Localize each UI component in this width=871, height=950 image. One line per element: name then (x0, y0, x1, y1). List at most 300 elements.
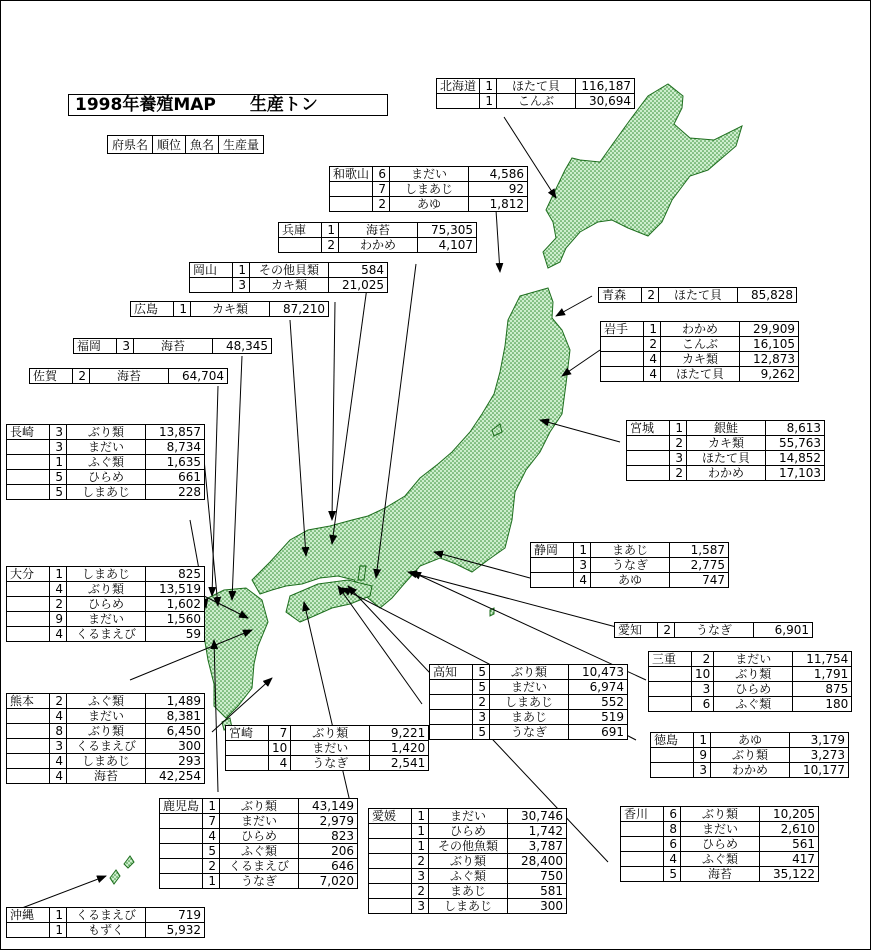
prefecture-name: 岩手 (601, 322, 644, 337)
fish-name-cell: ほたて貝 (659, 288, 738, 303)
table-row (437, 94, 635, 109)
rank-cell: 3 (233, 278, 250, 293)
prefecture-name (430, 680, 473, 695)
fish-name-cell: うなぎ (220, 874, 299, 889)
header-fish: 魚名 (186, 136, 219, 154)
prefecture-name (430, 710, 473, 725)
rank-cell: 4 (50, 582, 67, 597)
fish-name-cell: ふぐ類 (714, 697, 793, 712)
prefecture-name (7, 923, 50, 938)
table-row (531, 573, 729, 588)
island-okinawa-1 (110, 870, 120, 884)
rank-cell: 10 (269, 741, 291, 756)
rank-cell: 5 (50, 470, 67, 485)
fish-name-cell: 銀鮭 (687, 421, 766, 436)
table-row (621, 822, 819, 837)
fish-name-cell: くるまえび (67, 908, 146, 923)
prefecture-name: 愛媛 (369, 809, 412, 824)
production-value-cell: 180 (793, 697, 852, 712)
fish-name-cell: ぶり類 (67, 582, 146, 597)
legend-header (107, 135, 264, 154)
table-row (430, 725, 628, 740)
rank-cell: 4 (644, 352, 661, 367)
table-row (430, 695, 628, 710)
table-row (160, 844, 358, 859)
prefecture-name (627, 436, 670, 451)
fish-name-cell: こんぶ (661, 337, 740, 352)
rank-cell: 3 (473, 710, 490, 725)
header-prefecture: 府県名 (108, 136, 153, 154)
production-value-cell: 3,179 (790, 733, 849, 748)
prefecture-name (621, 837, 664, 852)
production-value-cell: 206 (299, 844, 358, 859)
prefecture-table (6, 424, 205, 500)
fish-name-cell: まだい (291, 741, 370, 756)
rank-cell: 9 (50, 612, 67, 627)
production-value-cell: 42,254 (146, 769, 205, 784)
table-row (190, 263, 388, 278)
production-value-cell: 293 (146, 754, 205, 769)
production-value-cell: 30,746 (508, 809, 567, 824)
production-value-cell: 1,812 (469, 197, 528, 212)
table-row (651, 733, 849, 748)
rank-cell: 6 (692, 697, 714, 712)
map-title: 1998年養殖MAP 生産トン (68, 94, 388, 116)
table-row (279, 223, 477, 238)
prefecture-table (6, 566, 205, 642)
rank-cell: 6 (664, 807, 681, 822)
table-row (649, 652, 852, 667)
prefecture-name (7, 612, 50, 627)
production-value-cell: 16,105 (740, 337, 799, 352)
prefecture-name (330, 197, 373, 212)
table-row (601, 367, 799, 382)
table-row (7, 739, 205, 754)
fish-name-cell: ぶり類 (681, 807, 760, 822)
table-row (430, 680, 628, 695)
fish-name-cell: カキ類 (661, 352, 740, 367)
prefecture-name (160, 844, 203, 859)
prefecture-table (530, 542, 729, 588)
prefecture-name (437, 94, 480, 109)
production-value-cell: 8,381 (146, 709, 205, 724)
production-value-cell: 1,587 (670, 543, 729, 558)
table-row (531, 558, 729, 573)
production-value-cell: 300 (146, 739, 205, 754)
fish-name-cell: しまあじ (67, 485, 146, 500)
rank-cell: 5 (664, 867, 681, 882)
prefecture-name: 高知 (430, 665, 473, 680)
production-value-cell: 1,742 (508, 824, 567, 839)
rank-cell: 1 (694, 733, 711, 748)
prefecture-table (159, 798, 358, 889)
production-value-cell: 228 (146, 485, 205, 500)
fish-name-cell: こんぶ (497, 94, 576, 109)
fish-name-cell: まだい (220, 814, 299, 829)
fish-name-cell: わかめ (339, 238, 418, 253)
prefecture-name: 鹿児島 (160, 799, 203, 814)
table-row (601, 337, 799, 352)
fish-name-cell: くるまえび (220, 859, 299, 874)
rank-cell: 1 (50, 455, 67, 470)
prefecture-name (649, 697, 692, 712)
rank-cell: 6 (664, 837, 681, 852)
fish-name-cell: あゆ (390, 197, 469, 212)
production-value-cell: 3,787 (508, 839, 567, 854)
fish-name-cell: ひらめ (714, 682, 793, 697)
rank-cell: 5 (473, 680, 490, 695)
rank-cell: 8 (50, 724, 67, 739)
production-value-cell: 35,122 (760, 867, 819, 882)
fish-name-cell: しまあじ (67, 567, 146, 582)
prefecture-name (369, 869, 412, 884)
fish-name-cell: カキ類 (191, 302, 270, 317)
rank-cell: 4 (269, 756, 291, 771)
production-value-cell: 75,305 (418, 223, 477, 238)
rank-cell: 3 (692, 682, 714, 697)
production-value-cell: 1,560 (146, 612, 205, 627)
production-value-cell: 13,857 (146, 425, 205, 440)
fish-name-cell: その他魚類 (429, 839, 508, 854)
fish-name-cell: まだい (681, 822, 760, 837)
production-value-cell: 7,020 (299, 874, 358, 889)
fish-name-cell: くるまえび (67, 739, 146, 754)
fish-name-cell: 海苔 (67, 769, 146, 784)
prefecture-table (626, 420, 825, 481)
fish-name-cell: うなぎ (591, 558, 670, 573)
fish-name-cell: まだい (429, 809, 508, 824)
rank-cell: 3 (694, 763, 711, 778)
production-value-cell: 661 (146, 470, 205, 485)
fish-name-cell: ひらめ (220, 829, 299, 844)
prefecture-table (620, 806, 819, 882)
prefecture-name (160, 814, 203, 829)
prefecture-name (7, 754, 50, 769)
production-value-cell: 10,473 (569, 665, 628, 680)
prefecture-name (7, 724, 50, 739)
fish-name-cell: ひらめ (67, 470, 146, 485)
table-row (621, 867, 819, 882)
production-value-cell: 11,754 (793, 652, 852, 667)
fish-name-cell: ほたて貝 (497, 79, 576, 94)
prefecture-name (160, 829, 203, 844)
table-row (131, 302, 329, 317)
production-value-cell: 1,602 (146, 597, 205, 612)
fish-name-cell: うなぎ (675, 623, 754, 638)
production-value-cell: 29,909 (740, 322, 799, 337)
fish-name-cell: ぶり類 (490, 665, 569, 680)
production-value-cell: 55,763 (766, 436, 825, 451)
fish-name-cell: くるまえび (67, 627, 146, 642)
prefecture-name (621, 852, 664, 867)
rank-cell: 3 (50, 425, 67, 440)
rank-cell: 1 (50, 567, 67, 582)
production-value-cell: 3,273 (790, 748, 849, 763)
rank-cell: 5 (50, 485, 67, 500)
rank-cell: 4 (50, 769, 67, 784)
prefecture-table (73, 338, 272, 354)
prefecture-table (598, 287, 797, 303)
prefecture-table (650, 732, 849, 778)
table-row (7, 440, 205, 455)
fish-name-cell: わかめ (661, 322, 740, 337)
fish-name-cell: ふぐ類 (67, 455, 146, 470)
rank-cell: 2 (322, 238, 339, 253)
prefecture-name (7, 470, 50, 485)
rank-cell: 1 (670, 421, 687, 436)
header-rank: 順位 (153, 136, 186, 154)
table-row (160, 799, 358, 814)
prefecture-name (369, 884, 412, 899)
rank-cell: 1 (203, 799, 220, 814)
prefecture-name (601, 337, 644, 352)
fish-name-cell: ぶり類 (711, 748, 790, 763)
rank-cell: 8 (664, 822, 681, 837)
fish-name-cell: しまあじ (67, 754, 146, 769)
prefecture-name: 宮崎 (226, 726, 269, 741)
prefecture-name: 三重 (649, 652, 692, 667)
prefecture-name (7, 485, 50, 500)
prefecture-name (160, 874, 203, 889)
fish-name-cell: あゆ (591, 573, 670, 588)
production-value-cell: 116,187 (576, 79, 635, 94)
rank-cell: 2 (658, 623, 675, 638)
production-value-cell: 10,205 (760, 807, 819, 822)
rank-cell: 3 (412, 869, 429, 884)
fish-name-cell: しまあじ (490, 695, 569, 710)
rank-cell: 7 (269, 726, 291, 741)
prefecture-name (627, 451, 670, 466)
production-value-cell: 875 (793, 682, 852, 697)
prefecture-name (7, 582, 50, 597)
prefecture-name (160, 859, 203, 874)
production-value-cell: 9,221 (370, 726, 429, 741)
rank-cell: 2 (412, 884, 429, 899)
fish-name-cell: もずく (67, 923, 146, 938)
prefecture-name (7, 455, 50, 470)
table-row (7, 627, 205, 642)
table-row (330, 197, 528, 212)
table-row (7, 709, 205, 724)
table-row (7, 908, 205, 923)
production-value-cell: 30,694 (576, 94, 635, 109)
prefecture-name (190, 278, 233, 293)
prefecture-name (279, 238, 322, 253)
prefecture-name (531, 558, 574, 573)
fish-name-cell: ふぐ類 (67, 694, 146, 709)
table-row (649, 682, 852, 697)
prefecture-name (369, 899, 412, 914)
production-value-cell: 561 (760, 837, 819, 852)
prefecture-table (130, 301, 329, 317)
table-row (649, 697, 852, 712)
table-row (226, 726, 429, 741)
prefecture-name (7, 440, 50, 455)
production-value-cell: 8,734 (146, 440, 205, 455)
table-row (7, 612, 205, 627)
prefecture-name: 宮城 (627, 421, 670, 436)
fish-name-cell: ふぐ類 (681, 852, 760, 867)
prefecture-name (430, 695, 473, 710)
production-value-cell: 519 (569, 710, 628, 725)
rank-cell: 4 (50, 709, 67, 724)
table-row (74, 339, 272, 354)
table-row (7, 769, 205, 784)
island-awaji (358, 566, 366, 580)
table-row (369, 839, 567, 854)
rank-cell: 2 (412, 854, 429, 869)
fish-name-cell: カキ類 (687, 436, 766, 451)
production-value-cell: 2,775 (670, 558, 729, 573)
rank-cell: 5 (473, 665, 490, 680)
production-value-cell: 2,610 (760, 822, 819, 837)
production-value-cell: 14,852 (766, 451, 825, 466)
table-row (369, 884, 567, 899)
fish-name-cell: まあじ (490, 710, 569, 725)
production-value-cell: 6,901 (754, 623, 813, 638)
table-row (651, 763, 849, 778)
prefecture-name (651, 763, 694, 778)
fish-name-cell: ひらめ (681, 837, 760, 852)
fish-name-cell: まあじ (591, 543, 670, 558)
rank-cell: 2 (670, 436, 687, 451)
production-value-cell: 747 (670, 573, 729, 588)
fish-name-cell: まあじ (429, 884, 508, 899)
rank-cell: 6 (373, 167, 390, 182)
fish-name-cell: 海苔 (681, 867, 760, 882)
table-row (437, 79, 635, 94)
rank-cell: 1 (412, 809, 429, 824)
production-value-cell: 48,345 (213, 339, 272, 354)
table-row (160, 874, 358, 889)
fish-name-cell: まだい (67, 612, 146, 627)
island-honshu (252, 288, 570, 608)
island-hokkaido (543, 84, 742, 268)
prefecture-name (649, 667, 692, 682)
rank-cell: 1 (574, 543, 591, 558)
rank-cell: 4 (50, 754, 67, 769)
rank-cell: 3 (412, 899, 429, 914)
prefecture-name: 大分 (7, 567, 50, 582)
rank-cell: 1 (233, 263, 250, 278)
table-row (599, 288, 797, 303)
table-row (601, 352, 799, 367)
production-value-cell: 300 (508, 899, 567, 914)
production-value-cell: 6,450 (146, 724, 205, 739)
prefecture-name: 北海道 (437, 79, 480, 94)
prefecture-name (649, 682, 692, 697)
rank-cell: 2 (73, 369, 90, 384)
island-kyushu (198, 588, 268, 718)
prefecture-name (7, 709, 50, 724)
prefecture-name (430, 725, 473, 740)
prefecture-name (369, 824, 412, 839)
prefecture-name: 長崎 (7, 425, 50, 440)
prefecture-table (368, 808, 567, 914)
rank-cell: 2 (670, 466, 687, 481)
production-value-cell: 581 (508, 884, 567, 899)
rank-cell: 5 (473, 725, 490, 740)
production-value-cell: 584 (329, 263, 388, 278)
production-value-cell: 43,149 (299, 799, 358, 814)
prefecture-table (189, 262, 388, 293)
production-value-cell: 9,262 (740, 367, 799, 382)
fish-name-cell: ひらめ (429, 824, 508, 839)
prefecture-name (369, 854, 412, 869)
production-value-cell: 59 (146, 627, 205, 642)
rank-cell: 3 (670, 451, 687, 466)
table-row (601, 322, 799, 337)
island-okinawa-2 (124, 856, 134, 868)
table-row (627, 421, 825, 436)
production-value-cell: 5,932 (146, 923, 205, 938)
table-row (531, 543, 729, 558)
production-value-cell: 1,420 (370, 741, 429, 756)
production-value-cell: 13,519 (146, 582, 205, 597)
fish-name-cell: ぶり類 (220, 799, 299, 814)
prefecture-table (600, 321, 799, 382)
prefecture-table (29, 368, 228, 384)
fish-name-cell: まだい (714, 652, 793, 667)
fish-name-cell: ぶり類 (67, 724, 146, 739)
rank-cell: 4 (664, 852, 681, 867)
table-row (7, 597, 205, 612)
prefecture-name (7, 739, 50, 754)
production-value-cell: 17,103 (766, 466, 825, 481)
rank-cell: 1 (412, 824, 429, 839)
production-value-cell: 825 (146, 567, 205, 582)
prefecture-table (614, 622, 813, 638)
fish-name-cell: まだい (490, 680, 569, 695)
rank-cell: 10 (692, 667, 714, 682)
table-row (279, 238, 477, 253)
rank-cell: 2 (692, 652, 714, 667)
rank-cell: 5 (203, 844, 220, 859)
production-value-cell: 4,586 (469, 167, 528, 182)
table-row (430, 710, 628, 725)
fish-name-cell: わかめ (711, 763, 790, 778)
table-row (627, 451, 825, 466)
rank-cell: 3 (574, 558, 591, 573)
production-value-cell: 552 (569, 695, 628, 710)
prefecture-table (436, 78, 635, 109)
table-row (369, 824, 567, 839)
production-value-cell: 1,489 (146, 694, 205, 709)
production-value-cell: 21,025 (329, 278, 388, 293)
table-row (160, 814, 358, 829)
table-row (7, 582, 205, 597)
table-row (7, 485, 205, 500)
rank-cell: 2 (203, 859, 220, 874)
production-value-cell: 4,107 (418, 238, 477, 253)
rank-cell: 2 (50, 694, 67, 709)
table-row (226, 741, 429, 756)
rank-cell: 1 (50, 908, 67, 923)
prefecture-name: 香川 (621, 807, 664, 822)
fish-name-cell: しまあじ (429, 899, 508, 914)
table-row (160, 829, 358, 844)
fish-name-cell: ぶり類 (67, 425, 146, 440)
prefecture-table (6, 693, 205, 784)
prefecture-name (621, 867, 664, 882)
fish-name-cell: その他貝類 (250, 263, 329, 278)
table-row (190, 278, 388, 293)
rank-cell: 4 (50, 627, 67, 642)
rank-cell: 3 (117, 339, 134, 354)
fish-name-cell: わかめ (687, 466, 766, 481)
prefecture-name (621, 822, 664, 837)
prefecture-name: 佐賀 (30, 369, 73, 384)
